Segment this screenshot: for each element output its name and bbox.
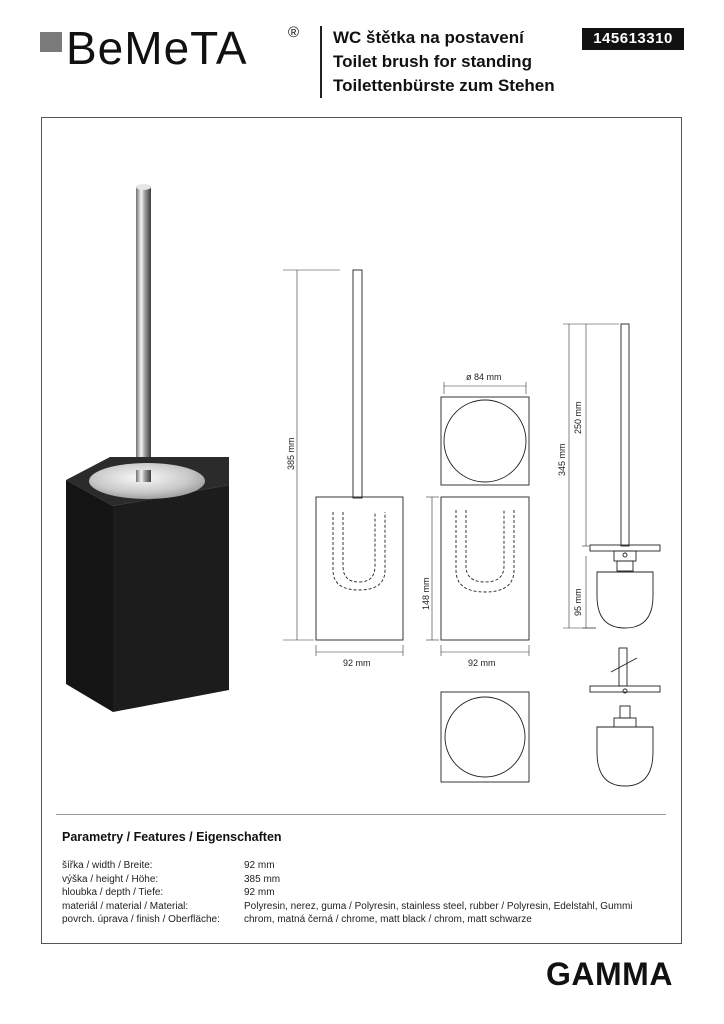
registered-mark: ® [288, 24, 300, 41]
spec-value: chrom, matná černá / chrome, matt black / chrom, matt schwarze [244, 914, 532, 925]
spec-label: šířka / width / Breite: [62, 860, 153, 871]
bottom-view [441, 692, 529, 782]
product-photo [66, 184, 229, 712]
top-view [441, 397, 529, 485]
width-side-label: 92 mm [468, 658, 496, 668]
width-front-label: 92 mm [343, 658, 371, 668]
parameters-heading: Parametry / Features / Eigenschaften [62, 830, 282, 844]
width-dimension-side [441, 645, 529, 656]
width-dimension-front [316, 645, 403, 656]
brand-name: BeMeTA [66, 22, 248, 74]
brush-head-label: 95 mm [573, 588, 583, 616]
product-code-badge: 145613310 [582, 28, 684, 50]
brush-handle-label: 250 mm [573, 401, 583, 434]
series-name: GAMMA [546, 956, 673, 992]
spec-value: 385 mm [244, 873, 281, 885]
holder-height-label: 148 mm [421, 577, 431, 610]
brush-exploded-view [590, 648, 660, 786]
brush-total-dimension [563, 324, 619, 628]
brush-view [590, 324, 660, 628]
spec-value: 92 mm [244, 887, 275, 898]
product-title-de: Toilettenbürste zum Stehen [333, 76, 555, 95]
holder-height-dimension [426, 497, 439, 640]
front-view [316, 270, 403, 640]
product-title-cz: WC štětka na postavení [333, 28, 524, 47]
spec-label: materiál / material / Material: [62, 900, 189, 912]
spec-value: 92 mm [244, 860, 275, 871]
brush-total-label: 345 mm [557, 443, 567, 476]
height-label: 385 mm [286, 437, 296, 470]
spec-label: hloubka / depth / Tiefe: [62, 887, 164, 898]
product-title-en: Toilet brush for standing [333, 52, 532, 71]
spec-label: povrch. úprava / finish / Oberfläche: [62, 914, 220, 925]
diameter-dimension [444, 382, 526, 394]
parameters-divider [56, 814, 666, 815]
side-view [441, 497, 529, 640]
spec-label: výška / height / Höhe: [62, 873, 159, 885]
diameter-label: ø 84 mm [466, 372, 502, 382]
spec-value: Polyresin, nerez, guma / Polyresin, stainless steel, rubber / Polyresin, Edelstahl, Gummi [244, 900, 633, 912]
